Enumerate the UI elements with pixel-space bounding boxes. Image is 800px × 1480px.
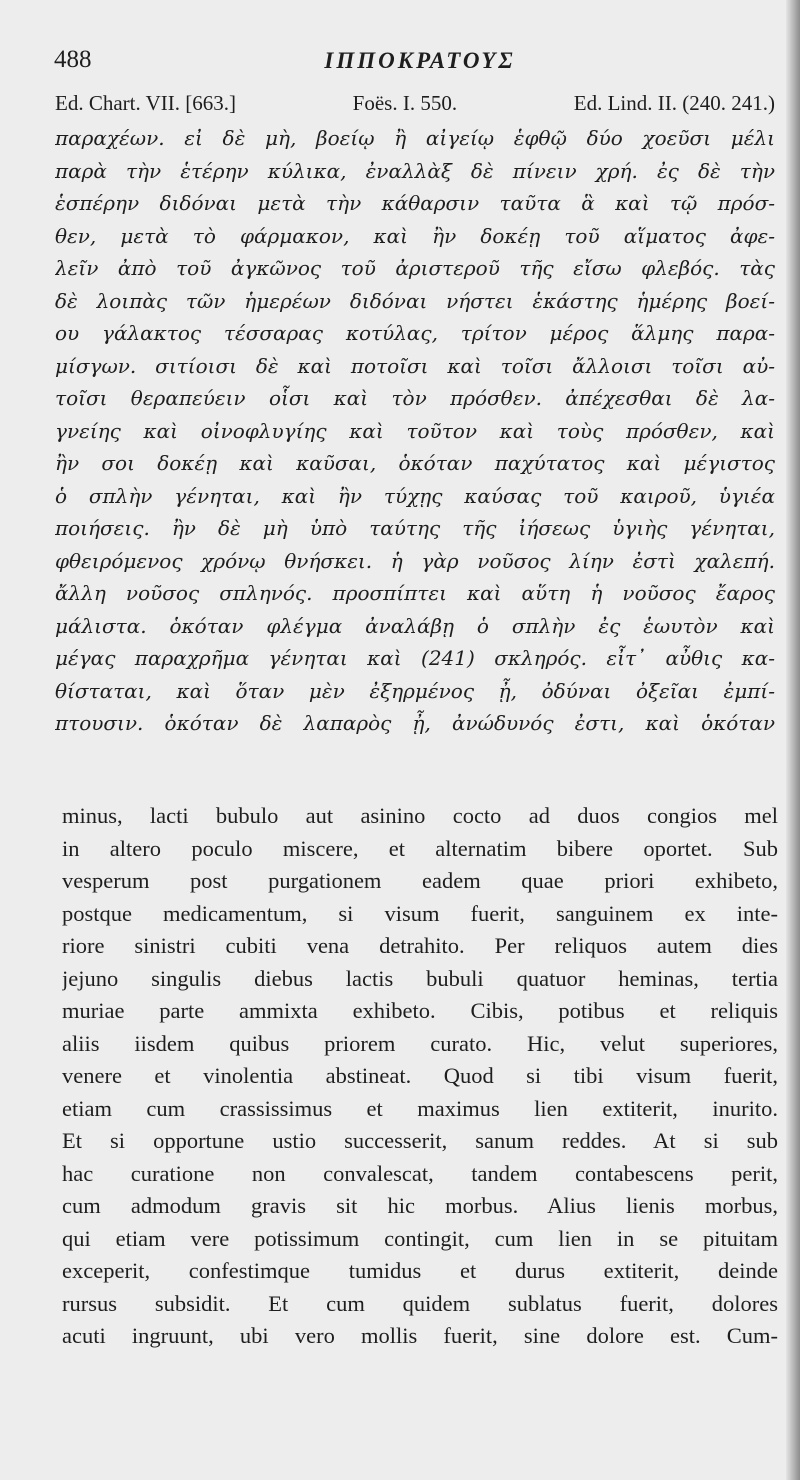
greek-text-line: ποιήσεις. ἢν δὲ μὴ ὑπὸ ταύτης τῆς ἰήσεως ὑγιὴς γένηται, xyxy=(55,516,775,540)
greek-text-line: μέγας παραχρῆμα γένηται καὶ (241) σκληρός. εἶτ᾽ αὖθις κα- xyxy=(55,646,775,670)
greek-text-line: μάλιστα. ὁκόταν φλέγμα ἀναλάβῃ ὁ σπλὴν ἐς ἑωυτὸν καὶ xyxy=(55,613,775,638)
latin-text-line: rursus subsidit. Et cum quidem sublatus fuerit, dolores xyxy=(62,1290,778,1316)
greek-text-line: ὁ σπλὴν γένηται, καὶ ἢν τύχῃς καύσας τοῦ καιροῦ, ὑγιέα xyxy=(55,483,775,508)
greek-text-line: πτουσιν. ὁκόταν δὲ λαπαρὸς ᾖ, ἀνώδυνός ἐστι, καὶ ὁκόταν xyxy=(55,711,775,735)
latin-text-block xyxy=(62,800,778,1353)
greek-text-line: λεῖν ἀπὸ τοῦ ἀγκῶνος τοῦ ἀριστεροῦ τῆς εἴσω φλεβός. τὰς xyxy=(55,256,775,280)
greek-text-line: ἢν σοι δοκέῃ καὶ καῦσαι, ὁκόταν παχύτατος καὶ μέγιστος xyxy=(55,451,775,475)
greek-text-line: ου γάλακτος τέσσαρας κοτύλας, τρίτον μέρος ἅλμης παρα- xyxy=(55,321,775,345)
latin-text-line: vesperum post purgationem eadem quae priori exhibeto, xyxy=(62,868,778,893)
latin-text-line: exceperit, confestimque tumidus et durus extiterit, deinde xyxy=(62,1258,778,1283)
edition-reference-line xyxy=(55,86,775,120)
latin-text-line: qui etiam vere potissimum contingit, cum lien in se pituitam xyxy=(62,1225,778,1251)
greek-text-line: παρὰ τὴν ἑτέρην κύλικα, ἐναλλὰξ δὲ πίνειν χρή. ἐς δὲ τὴν xyxy=(55,158,775,183)
page-header xyxy=(50,44,750,80)
greek-text-line: θεν, μετὰ τὸ φάρμακον, καὶ ἢν δοκέῃ τοῦ αἵματος ἀφε- xyxy=(55,223,775,248)
latin-text-line: Et si opportune ustio successerit, sanum reddes. At si sub xyxy=(62,1128,778,1153)
greek-text-line: γνείης καὶ οἰνοφλυγίης καὶ τοῦτον καὶ τοὺς πρόσθεν, καὶ xyxy=(55,418,775,443)
greek-text-line: φθειρόμενος χρόνῳ θνήσκει. ἡ γὰρ νοῦσος λίην ἐστὶ χαλεπή. xyxy=(55,548,775,573)
greek-text-line: ἄλλη νοῦσος σπληνός. προσπίπτει καὶ αὕτη ἡ νοῦσος ἔαρος xyxy=(55,581,775,605)
latin-text-line: riore sinistri cubiti vena detrahito. Per reliquos autem dies xyxy=(62,933,778,958)
greek-text-block xyxy=(55,122,775,740)
latin-text-line: hac curatione non convalescat, tandem contabescens perit, xyxy=(62,1160,778,1186)
latin-text-line: etiam cum crassissimus et maximus lien extiterit, inurito. xyxy=(62,1095,778,1121)
latin-text-line: aliis iisdem quibus priorem curato. Hic, velut superiores, xyxy=(62,1030,778,1056)
latin-text-line: in altero poculo miscere, et alternatim bibere oportet. Sub xyxy=(62,835,778,861)
latin-text-line: acuti ingruunt, ubi vero mollis fuerit, sine dolore est. Cum- xyxy=(62,1323,778,1348)
greek-text-line: παραχέων. εἰ δὲ μὴ, βοείῳ ἢ αἰγείῳ ἑφθῷ δύο χοεῦσι μέλι xyxy=(55,126,775,150)
page-number: 488 xyxy=(54,46,92,73)
latin-text-line: cum admodum gravis sit hic morbus. Alius lienis morbus, xyxy=(62,1193,778,1218)
edition-ref-chart: Ed. Chart. VII. [663.] xyxy=(55,90,236,115)
running-title: ΙΠΠΟΚΡΑΤΟΥΣ xyxy=(324,48,516,73)
greek-text-line: θίσταται, καὶ ὅταν μὲν ἐξηρμένος ᾖ, ὀδύναι ὀξεῖαι ἐμπί- xyxy=(55,678,775,703)
latin-text-line: venere et vinolentia abstineat. Quod si tibi visum fuerit, xyxy=(62,1063,778,1088)
latin-text-line: muriae parte ammixta exhibeto. Cibis, potibus et reliquis xyxy=(62,998,778,1023)
latin-text-line: jejuno singulis diebus lactis bubuli quatuor heminas, tertia xyxy=(62,965,778,991)
edition-ref-lind: Ed. Lind. II. (240. 241.) xyxy=(573,90,775,115)
greek-text-line: τοῖσι θεραπεύειν οἷσι καὶ τὸν πρόσθεν. ἀπέχεσθαι δὲ λα- xyxy=(55,386,775,410)
greek-text-line: ἑσπέρην διδόναι μετὰ τὴν κάθαρσιν ταῦτα ἃ καὶ τῷ πρόσ- xyxy=(55,191,775,215)
greek-text-line: μίσγων. σιτίοισι δὲ καὶ ποτοῖσι καὶ τοῖσι ἄλλοισι τοῖσι αὐ- xyxy=(55,353,775,378)
page-edge-shadow xyxy=(786,0,800,1480)
greek-text-line: δὲ λοιπὰς τῶν ἡμερέων διδόναι νήστει ἑκάστης ἡμέρης βοεί- xyxy=(55,288,775,313)
edition-ref-foes: Foës. I. 550. xyxy=(352,90,458,115)
latin-text-line: minus, lacti bubulo aut asinino cocto ad duos congios mel xyxy=(62,803,778,828)
latin-text-line: postque medicamentum, si visum fuerit, sanguinem ex inte- xyxy=(62,900,778,926)
